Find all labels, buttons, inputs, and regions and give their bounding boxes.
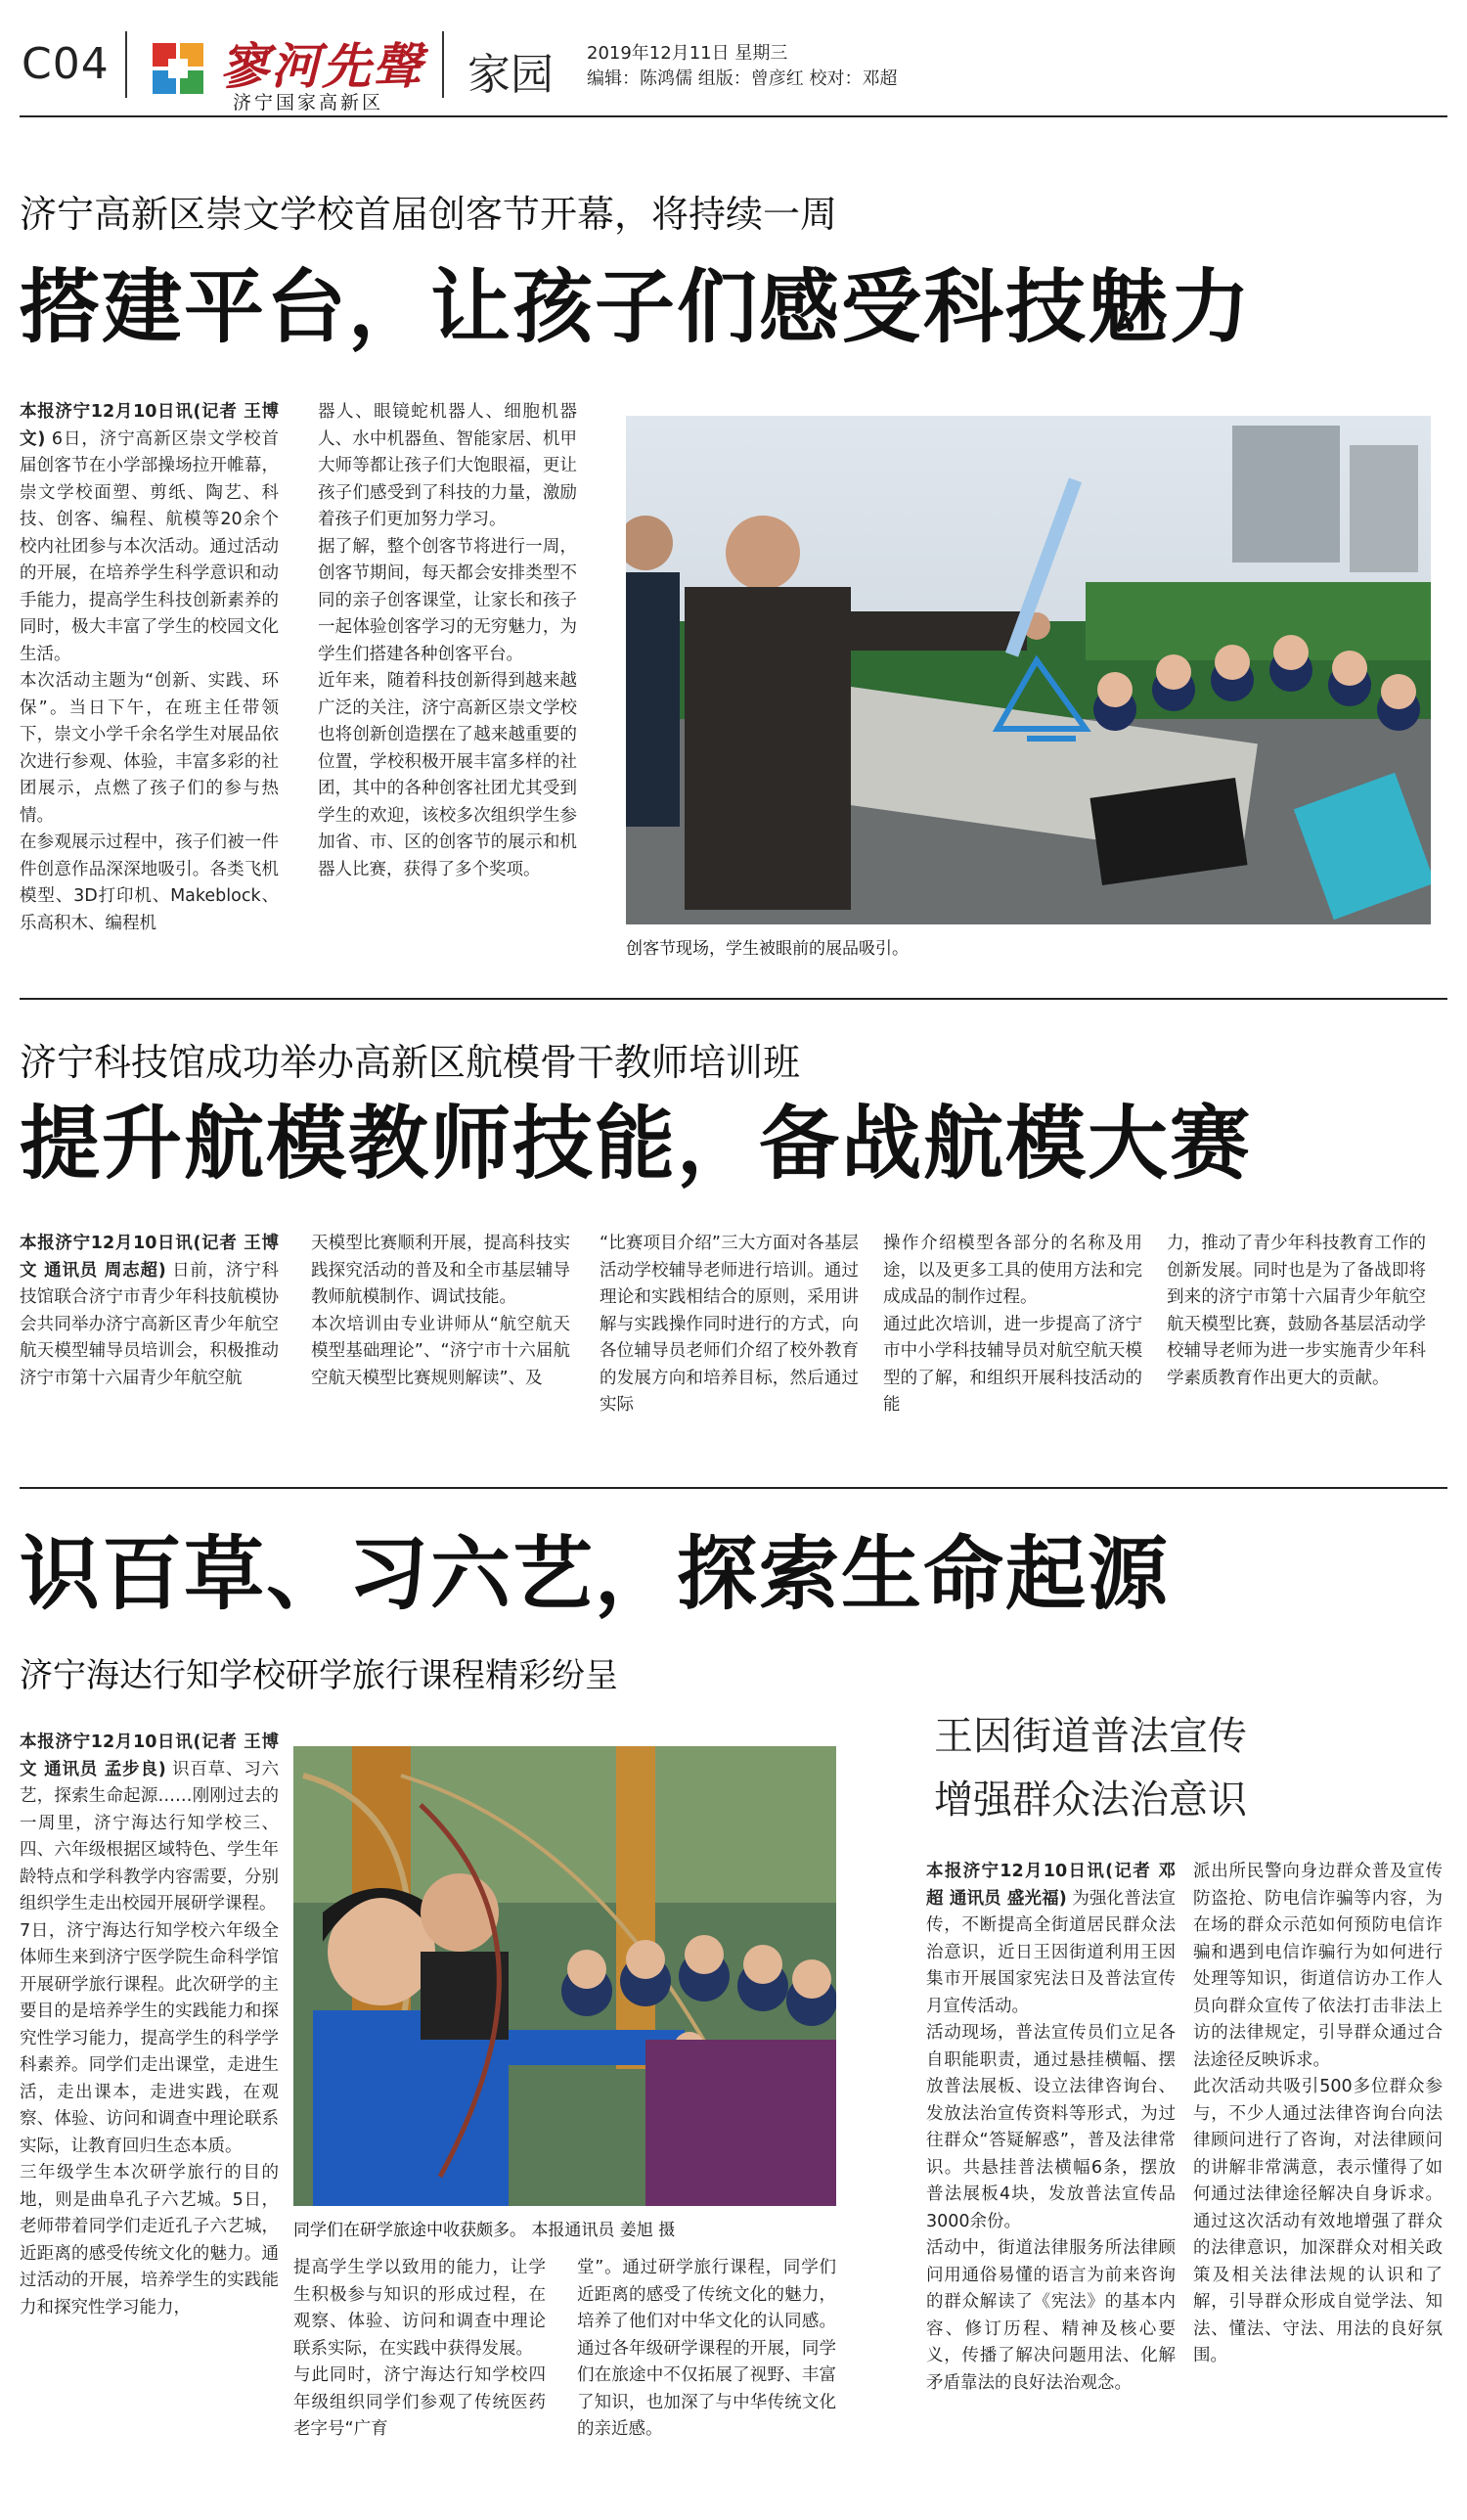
article1-column-2: 器人、眼镜蛇机器人、细胞机器人、水中机器鱼、智能家居、机甲大师等都让孩子们大饱眼福，更让孩子们感受到了科技的力量，激励着孩子们更加努力学习。 据了解，整个创客节将进行一周，创客节期间，每天都会安排类型不同的亲子创客课堂，让家长和孩子一起体验创客学习的无穷魅力，为学生们搭建各种创客平台。 近年来，随着科技创新得到越来越广泛的关注，济宁高新区崇文学校也将创新创造摆在了越来越重要的位置，学校积极开展丰富多样的社团，其中的各种创客社团尤其受到学生的欢迎，该校多次组织学生参加省、市、区的创客节的展示和机器人比赛，获得了多个奖项。 bbox=[318, 402, 577, 879]
article2-kicker: 济宁科技馆成功举办高新区航模骨干教师培训班 bbox=[20, 1041, 801, 1084]
article1-byline: 本报济宁12月10日讯(记者 王博文) bbox=[20, 402, 279, 449]
brand-subtitle: 济宁国家高新区 bbox=[233, 92, 384, 113]
article3-headline: 识百草、习六艺，探索生命起源 bbox=[20, 1528, 1171, 1621]
article2-column-5: 力，推动了青少年科技教育工作的创新发展。同时也是为了备战即将到来的济宁市第十六届青少年航空航天模型比赛，鼓励各基层活动学校辅导老师为进一步实施青少年科学素质教育作出更大的贡献。 bbox=[1167, 1234, 1426, 1388]
article3-column-1 bbox=[20, 1730, 279, 2498]
issue-date: 2019年12月11日 星期三 bbox=[587, 43, 788, 64]
section-rule bbox=[20, 998, 1447, 1000]
article3-column-3: 堂”。通过研学旅行课程，同学们近距离的感受了传统文化的魅力，培养了他们对中华文化的认同感。通过各年级研学课程的开展，同学们在旅途中不仅拓展了视野、丰富了知识，也加深了与中华传统文化的亲近感。 bbox=[577, 2258, 836, 2439]
article1-body: 6日，济宁高新区崇文学校首届创客节在小学部操场拉开帷幕，崇文学校面塑、剪纸、陶艺、科技、创客、编程、航模等20余个校内社团参与本次活动。通过活动的开展，在培养学生科学意识和动手能力，提高学生科技创新素养的同时，极大丰富了学生的校园文化生活。 本次活动主题为“创新、实践、环保”。当日下午，在班主任带领下，崇文小学千余名学生对展品依次进行参观、体验，丰富多彩的社团展示，点燃了孩子们的参与热情。 在参观展示过程中，孩子们被一件件创意作品深深地吸引。各类飞机模型、3D打印机、Makeblock、乐高积木、编程机 bbox=[20, 428, 279, 933]
article3-photo-caption: 同学们在研学旅途中收获颇多。 本报通讯员 姜旭 摄 bbox=[293, 2221, 676, 2240]
editor-credits: 编辑：陈鸿儒 组版：曾彦红 校对：邓超 bbox=[587, 68, 898, 89]
study-trip-photo bbox=[293, 1746, 836, 2206]
article1-kicker: 济宁高新区崇文学校首届创客节开幕，将持续一周 bbox=[20, 193, 838, 236]
divider bbox=[442, 31, 444, 98]
article3-kicker: 济宁海达行知学校研学旅行课程精彩纷呈 bbox=[20, 1656, 618, 1695]
article2-body: 日前，济宁科技馆联合济宁市青少年科技航模协会共同举办济宁高新区青少年航空航天模型辅导员培训会，积极推动济宁市第十六届青少年航空航 bbox=[20, 1260, 279, 1388]
article2-headline: 提升航模教师技能，备战航模大赛 bbox=[20, 1098, 1253, 1191]
article1-column-1 bbox=[20, 399, 279, 986]
article4-column-2: 派出所民警向身边群众普及宣传防盗抢、防电信诈骗等内容，为在场的群众示范如何预防电信诈骗和遇到电信诈骗行为如何进行处理等知识，街道信访办工作人员向群众宣传了依法打击非法上访的法律规定，引导群众通过合法途径反映诉求。 此次活动共吸引500多位群众参与，不少人通过法律咨询台向法律顾问进行了咨询，对法律顾问的讲解非常满意，表示懂得了如何通过法律途径解决自身诉求。通过这次活动有效地增强了群众的法律意识，加深群众对相关政策及相关法律法规的认识和了解，引导群众形成自觉学法、知法、懂法、守法、用法的良好氛围。 bbox=[1193, 1862, 1443, 2365]
article2-byline: 本报济宁12月10日讯(记者 王博文 通讯员 周志超) bbox=[20, 1234, 279, 1281]
page-number: C04 bbox=[22, 39, 110, 89]
article2-column-3: “比赛项目介绍”三大方面对各基层活动学校辅导老师进行培训。通过理论和实践相结合的原则，采用讲解与实践操作同时进行的方式，向各位辅导员老师们介绍了校外教育的发展方向和培养目标，然后通过实际 bbox=[600, 1234, 859, 1415]
article3-byline: 本报济宁12月10日讯(记者 王博文 通讯员 孟步良) bbox=[20, 1732, 279, 1779]
article1-headline: 搭建平台，让孩子们感受科技魅力 bbox=[20, 261, 1253, 354]
newspaper-logo-icon bbox=[149, 39, 207, 98]
maker-festival-photo bbox=[626, 416, 1431, 924]
article4-title-line-2: 增强群众法治意识 bbox=[934, 1778, 1247, 1822]
article4-byline: 本报济宁12月10日讯(记者 邓超 通讯员 盛光福) bbox=[926, 1862, 1176, 1909]
article1-photo-caption: 创客节现场，学生被眼前的展品吸引。 bbox=[626, 939, 909, 959]
article2-column-4: 操作介绍模型各部分的名称及用途，以及更多工具的使用方法和完成成品的制作过程。 通过此次培训，进一步提高了济宁市中小学科技辅导员对航空航天模型的了解，和组织开展科技活动的能 bbox=[883, 1234, 1142, 1415]
section-title: 家园 bbox=[467, 50, 554, 100]
photo-illustration bbox=[293, 1746, 836, 2206]
article4-body: 为强化普法宣传，不断提高全街道居民群众法治意识，近日王因街道利用王因集市开展国家宪法日及普法宣传月宣传活动。 活动现场，普法宣传员们立足各自职能职责，通过悬挂横幅、摆放普法展板、设立法律咨询台、发放法治宣传资料等形式，为过往群众“答疑解惑”，普及法律常识。共悬挂普法横幅6条，摆放普法展板4块，发放普法宣传品3000余份。 活动中，街道法律服务所法律顾问用通俗易懂的语言为前来咨询的群众解读了《宪法》的基本内容、修订历程、精神及核心要义，传播了解决问题用法、化解矛盾靠法的良好法治观念。 bbox=[926, 1888, 1176, 2393]
article4-title-line-1: 王因街道普法宣传 bbox=[934, 1714, 1247, 1759]
article3-body: 识百草、习六艺，探索生命起源……刚刚过去的一周里，济宁海达行知学校三、四、六年级根据区域特色、学生年龄特点和学科教学内容需要，分别组织学生走出校园开展研学课程。 7日，济宁海达行知学校六年级全体师生来到济宁医学院生命科学馆开展研学旅行课程。此次研学的主要目的是培养学生的实践能力和探究性学习能力，提高学生的科学学科素养。同学们走出课堂，走进生活，走出课本，走进实践，在观察、体验、访问和调查中理论联系实际，让教育回归生态本质。 三年级学生本次研学旅行的目的地，则是曲阜孔子六艺城。5日，老师带着同学们走近孔子六艺城，近距离的感受传统文化的魅力。通过活动的开展，培养学生的实践能力和探究性学习能力， bbox=[20, 1759, 279, 2318]
brand-title: 寥河先聲 bbox=[220, 37, 423, 95]
article4-column-1 bbox=[926, 1859, 1176, 2495]
masthead-rule bbox=[20, 115, 1447, 117]
article2-column-1 bbox=[20, 1231, 279, 1475]
article3-column-2: 提高学生学以致用的能力，让学生积极参与知识的形成过程，在观察、体验、访问和调查中理论联系实际，在实践中获得发展。 与此同时，济宁海达行知学校四年级组织同学们参观了传统医药老字号“广育 bbox=[293, 2258, 546, 2439]
article2-column-2: 天模型比赛顺利开展，提高科技实践探究活动的普及和全市基层辅导教师航模制作、调试技能。 本次培训由专业讲师从“航空航天模型基础理论”、“济宁市十六届航空航天模型比赛规则解读”、及 bbox=[311, 1234, 570, 1388]
divider bbox=[125, 31, 127, 98]
section-rule bbox=[20, 1487, 1447, 1489]
photo-illustration bbox=[626, 416, 1431, 924]
